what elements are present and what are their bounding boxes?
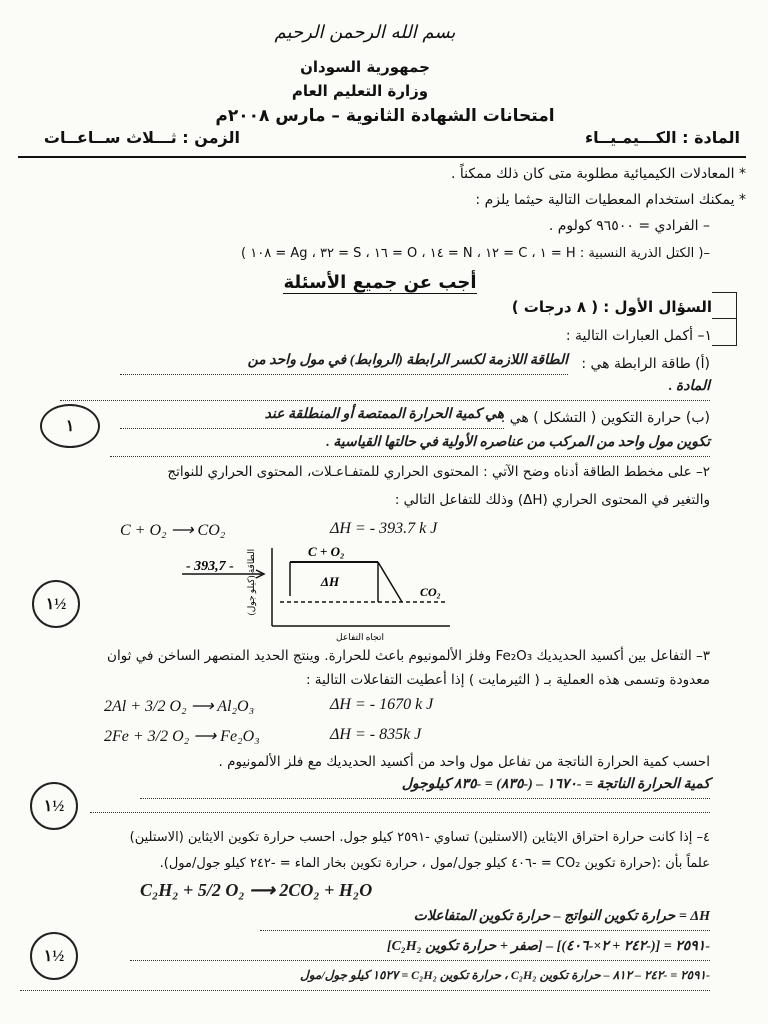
item-b-answer-line1: هي كمية الحرارة الممتصة أو المنطلقة عند (120, 406, 504, 429)
product-formula: CO₂ (420, 585, 441, 599)
exam-duration: الزمن : ثـــلاث ســاعــات (43, 128, 240, 147)
ministry-name: وزارة التعليم العام (291, 82, 429, 100)
item-b-label: (ب) حرارة التكوين ( التشكل ) هي : (500, 410, 710, 426)
item-four-equation: C₂H₂ + 5/2 O₂ ⟶ 2CO₂ + H₂O (140, 880, 373, 900)
item-a-label: (أ) طاقة الرابطة هي : (581, 356, 710, 372)
answer-all-heading (250, 272, 510, 293)
item-four-answer-line3: -٢٥٩١ = -٢٤٢ – ٨١٢ – حرارة تكوين C₂H₂ ، حرارة تكوين C₂H₂ = ١٥٢٧ كيلو جول/مول (20, 968, 710, 991)
grading-box (712, 292, 737, 346)
basmala: بسم الله الرحمن الرحيم (274, 22, 456, 43)
question-one-title: السؤال الأول : ( ٨ درجات ) (511, 298, 712, 316)
score-circle-4 (30, 932, 78, 980)
reaction-axis-label: اتجاه التفاعل (336, 632, 384, 642)
score-circle-1 (40, 404, 100, 448)
item-a-answer-line2: المادة . (60, 378, 710, 401)
score-1-value: ١ (65, 418, 75, 435)
faraday-constant: – الفرادي = ٩٦٥٠٠ كولوم . (548, 218, 710, 234)
grading-box-divider (712, 318, 736, 319)
item-b-answer-line2: تكوين مول واحد من المركب من عناصره الأولية في حالتها القياسية . (110, 434, 710, 457)
item-four-answer-line1: ΔH = حرارة تكوين النواتج – حرارة تكوين المتفاعلات (260, 908, 710, 931)
iron-oxide-equation: 2Fe + 3/2 O₂ ⟶ Fe₂O₃ (104, 728, 260, 745)
score-2-value: ١½ (45, 596, 67, 613)
reactant-formula: C + O₂ (308, 544, 345, 559)
item-two-text-line1: ٢– على مخطط الطاقة أدناه وضح الآتي : المحتوى الحراري للمتفـاعـلات، المحتوى الحراري للنواتج (167, 464, 710, 480)
iron-oxide-enthalpy: ΔH = - 835k J (330, 726, 422, 743)
diagram-value-label: - 393,7 - (186, 559, 234, 574)
instruction-equations: * المعادلات الكيميائية مطلوبة متى كان ذلك ممكناً . (450, 166, 746, 182)
header-rule (18, 156, 746, 158)
energy-diagram (180, 540, 460, 644)
main-equation: C + O₂ ⟶ CO₂ (120, 522, 226, 539)
instruction-data: * يمكنك استخدام المعطيات التالية حيثما يلزم : (475, 192, 746, 208)
item-three-text-line2: معدودة وتسمى هذه العملية بـ ( الثيرمايت ) إذا أعطيت التفاعلات التالية : (305, 672, 710, 688)
item-three-answer: كمية الحرارة الناتجة = -١٦٧٠ – (-٨٣٥) = -٨٣٥ كيلوجول (140, 776, 710, 799)
delta-h-label: ΔH (320, 574, 340, 589)
item-two-text-line2: والتغير في المحتوى الحراري (ΔH) وذلك للتفاعل التالي : (394, 492, 710, 508)
score-3-value: ١½ (43, 798, 65, 815)
aluminium-oxide-equation: 2Al + 3/2 O₂ ⟶ Al₂O₃ (104, 698, 255, 715)
energy-axis-label: الطاقة (كيلو جول) (246, 548, 256, 616)
item-four-answer-line2: -٢٥٩١ = [(-٢٤٢ + ٢×-٤٠٦)] – [صفر + حرارة تكوين C₂H₂] (130, 938, 710, 961)
item-three-question: احسب كمية الحرارة الناتجة من تفاعل مول واحد من أكسيد الحديديك مع فلز الألمونيوم . (218, 754, 710, 770)
main-equation-enthalpy: ΔH = - 393.7 k J (330, 520, 438, 537)
item-three-text-line1: ٣– التفاعل بين أكسيد الحديديك Fe₂O₃ وفلز الألمونيوم باعث للحرارة. وينتج الحديد المنصهر الساخن في ثوان (107, 648, 710, 664)
republic-name: جمهورية السودان (300, 58, 430, 76)
score-circle-2 (32, 580, 80, 628)
score-circle-3 (30, 782, 78, 830)
exam-title: امتحانات الشهادة الثانوية – مارس ٢٠٠٨م (215, 106, 555, 126)
item-four-text-line2: علماً بأن :(حرارة تكوين CO₂ = -٤٠٦ كيلو جول/مول ، حرارة تكوين بخار الماء = -٢٤٢ كيلو جول/مول). (159, 856, 710, 871)
reaction-path (378, 562, 402, 602)
score-4-value: ١½ (43, 948, 65, 965)
aluminium-oxide-enthalpy: ΔH = - 1670 k J (330, 696, 434, 713)
answer-all-text: أجب عن جميع الأسئلة (283, 272, 477, 293)
atomic-masses: –( الكتل الذرية النسبية : H = ١ ، C = ١٢ ، N = ١٤ ، O = ١٦ ، S = ٣٢ ، Ag = ١٠٨ ) (241, 246, 710, 261)
item-a-answer-line1: الطاقة اللازمة لكسر الرابطة (الروابط) في مول واحد من (120, 352, 568, 375)
blank-answer-line (90, 808, 710, 813)
item-one-label: ١– أكمل العبارات التالية : (565, 328, 712, 344)
subject: المادة : الكـــيمـيــاء (584, 128, 740, 147)
item-four-text-line1: ٤– إذا كانت حرارة احتراق الايثاين (الاستلين) تساوي -٢٥٩١ كيلو جول. احسب حرارة تكوين الايثاين (الاستلين) (129, 830, 710, 845)
